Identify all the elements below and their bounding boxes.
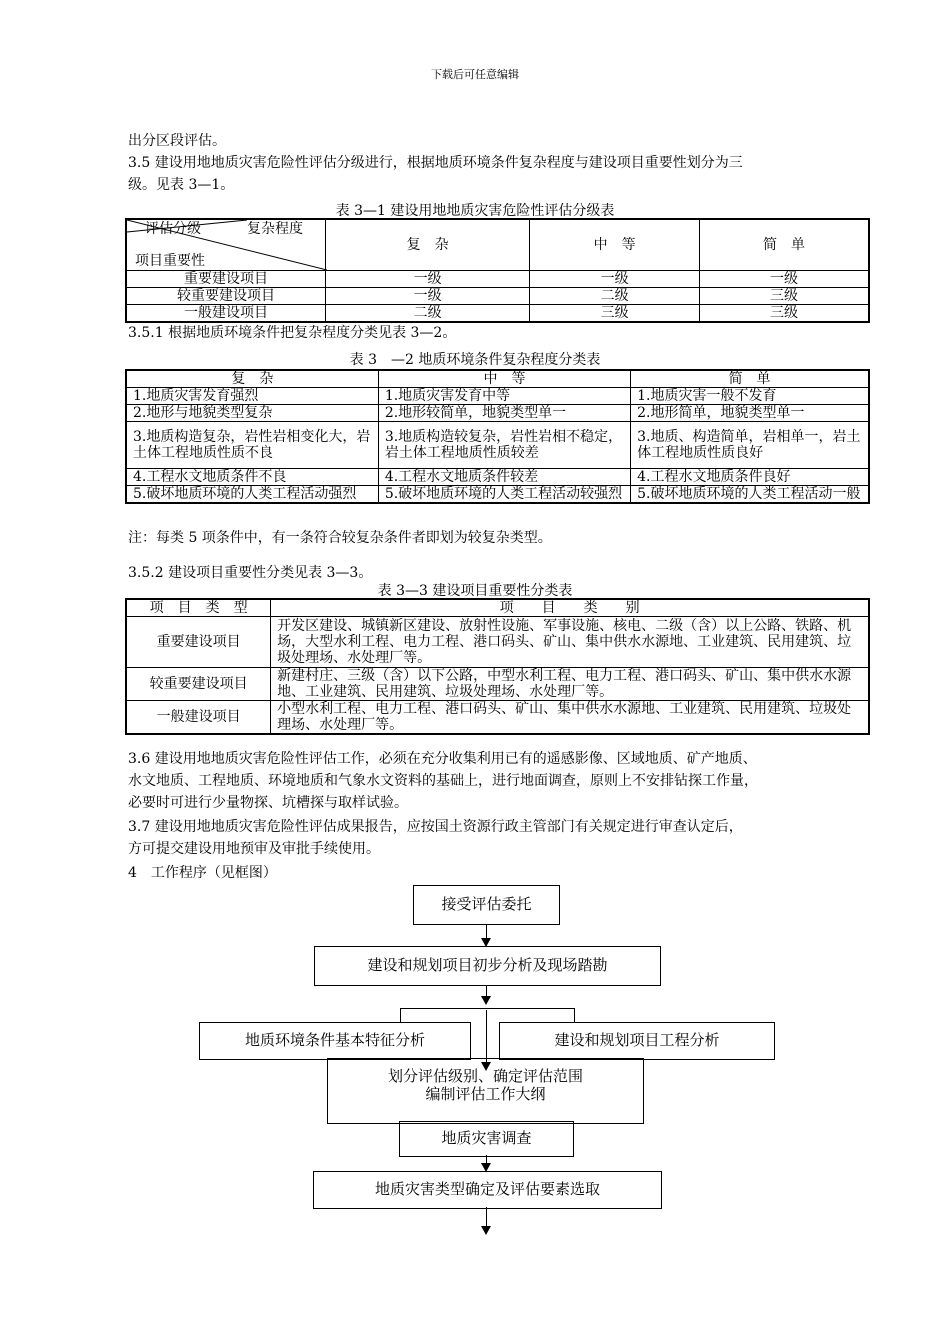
table-3-3 (125, 598, 870, 735)
column-header: 简 单 (699, 219, 869, 271)
table-cell: 2.地形与地貌类型复杂 (126, 405, 378, 422)
table-cell: 3.地质构造较复杂，岩性岩相不稳定，岩土体工程地质性质较差 (378, 422, 630, 469)
flow-step-geo-analysis: 地质环境条件基本特征分析 (199, 1022, 471, 1060)
table-cell: 2.地形较简单，地貌类型单一 (378, 405, 630, 422)
table-row (126, 617, 869, 668)
connector-line (486, 924, 487, 939)
table-row (126, 388, 869, 405)
table-cell: 4.工程水文地质条件不良 (126, 469, 378, 486)
diagonal-header-cell (126, 219, 325, 271)
table-row (126, 271, 869, 288)
table-cell: 1.地质灾害一般不发育 (631, 388, 869, 405)
paragraph: 3.6 建设用地地质灾害危险性评估工作，必须在充分收集利用已有的遥感影像、区域地质、矿产地质、 (128, 751, 757, 767)
row-header: 一般建设项目 (126, 701, 271, 735)
table-cell: 5.破坏地质环境的人类工程活动较强烈 (378, 486, 630, 504)
column-header: 项 目 类 型 (126, 599, 271, 617)
table-cell: 一级 (325, 271, 529, 288)
page-header: 下载后可任意编辑 (431, 68, 519, 81)
flow-step-hazard-type: 地质灾害类型确定及评估要素选取 (313, 1171, 662, 1209)
table-cell: 二级 (530, 288, 700, 305)
table-cell: 三级 (530, 305, 700, 323)
table2-caption: 表 3 —2 地质环境条件复杂程度分类表 (349, 352, 601, 368)
paragraph: 出分区段评估。 (128, 133, 226, 149)
column-header: 简 单 (631, 370, 869, 388)
table-3-1 (125, 218, 870, 323)
column-header: 复 杂 (325, 219, 529, 271)
table-cell: 1.地质灾害发育中等 (378, 388, 630, 405)
table-row (126, 422, 869, 469)
paragraph: 3.7 建设用地地质灾害危险性评估成果报告，应按国土资源行政主管部门有关规定进行审查认定后， (128, 819, 743, 835)
table-cell: 一级 (699, 271, 869, 288)
flow-step-text: 划分评估级别、确定评估范围 (387, 1067, 583, 1085)
corner-label: 项目重要性 (135, 253, 205, 269)
paragraph: 3.5.1 根据地质环境条件把复杂程度分类见表 3—2。 (128, 325, 457, 341)
paragraph: 3.5.2 建设项目重要性分类见表 3—3。 (128, 565, 373, 581)
paragraph: 3.5 建设用地地质灾害危险性评估分级进行，根据地质环境条件复杂程度与建设项目重要性划分为三 (128, 155, 743, 171)
table-cell: 一级 (325, 288, 529, 305)
connector-line (400, 1008, 401, 1022)
paragraph: 必要时可进行少量物探、坑槽探与取样试验。 (128, 795, 408, 811)
flow-step-text: 编制评估工作大纲 (425, 1085, 546, 1103)
flow-step-initial-analysis: 建设和规划项目初步分析及现场踏勘 (314, 946, 661, 986)
table-row (126, 486, 869, 504)
table-cell: 小型水利工程、电力工程、港口码头、矿山、集中供水水源地、工业建筑、民用建筑、垃圾处理场、水处理厂等。 (271, 701, 869, 735)
row-header: 较重要建设项目 (126, 668, 271, 701)
table-cell: 新建村庄、三级（含）以下公路，中型水利工程、电力工程、港口码头、矿山、集中供水水源地、工业建筑、民用建筑、垃圾处理场、水处理厂等。 (271, 668, 869, 701)
table-cell: 5.破坏地质环境的人类工程活动一般 (631, 486, 869, 504)
arrow-down-icon (481, 1226, 491, 1235)
paragraph: 水文地质、工程地质、环境地质和气象水文资料的基础上，进行地面调查，原则上不安排钻探工作量， (128, 773, 758, 789)
connector-line (574, 1008, 575, 1022)
table1-caption: 表 3—1 建设用地地质灾害危险性评估分级表 (335, 203, 615, 219)
connector-line (400, 1008, 575, 1009)
column-header: 中 等 (530, 219, 700, 271)
column-header: 复 杂 (126, 370, 378, 388)
arrow-down-icon (481, 996, 491, 1005)
table-note: 注：每类 5 项条件中，有一条符合较复杂条件者即划为较复杂类型。 (128, 530, 552, 546)
table-row (126, 701, 869, 735)
table-cell: 二级 (325, 305, 529, 323)
row-header: 较重要建设项目 (126, 288, 325, 305)
table-cell: 5.破坏地质环境的人类工程活动强烈 (126, 486, 378, 504)
table-header-row (126, 370, 869, 388)
table3-caption: 表 3—3 建设项目重要性分类表 (377, 583, 573, 599)
table-cell: 3.地质构造复杂，岩性岩相变化大，岩土体工程地质性质不良 (126, 422, 378, 469)
flow-step-grading (327, 1058, 644, 1124)
table-cell: 4.工程水文地质条件较差 (378, 469, 630, 486)
table-cell: 三级 (699, 288, 869, 305)
table-cell: 3.地质、构造简单，岩相单一，岩土体工程地质性质良好 (631, 422, 869, 469)
table-cell: 开发区建设、城镇新区建设、放射性设施、军事设施、核电、二级（含）以上公路、铁路、机场，大型水利工程、电力工程、港口码头、矿山、集中供水水源地、工业建筑、民用建筑、垃圾处理场、水处理厂等。 (271, 617, 869, 668)
table-cell: 2.地形简单，地貌类型单一 (631, 405, 869, 422)
table-3-2 (125, 369, 870, 504)
flow-step-accept: 接受评估委托 (413, 885, 560, 925)
table-row (126, 405, 869, 422)
table-row (126, 668, 869, 701)
table-row (126, 288, 869, 305)
corner-label: 复杂程度 (247, 221, 303, 237)
table-cell: 4.工程水文地质条件良好 (631, 469, 869, 486)
table-row (126, 305, 869, 323)
row-header: 重要建设项目 (126, 617, 271, 668)
paragraph: 方可提交建设用地预审及审批手续使用。 (128, 841, 380, 857)
paragraph: 级。见表 3—1。 (128, 177, 235, 193)
flow-step-survey: 地质灾害调查 (399, 1121, 574, 1157)
table-header-row (126, 599, 869, 617)
table-cell: 1.地质灾害发育强烈 (126, 388, 378, 405)
table-row (126, 469, 869, 486)
table-cell: 三级 (699, 305, 869, 323)
corner-label: 评估分级 (145, 221, 201, 237)
column-header: 中 等 (378, 370, 630, 388)
table-cell: 一级 (530, 271, 700, 288)
table-header-row (126, 219, 869, 271)
flow-step-project-analysis: 建设和规划项目工程分析 (499, 1022, 775, 1060)
column-header: 项 目 类 别 (271, 599, 869, 617)
section-heading: 4 工作程序（见框图） (128, 865, 277, 881)
row-header: 重要建设项目 (126, 271, 325, 288)
connector-line (486, 1010, 487, 1065)
row-header: 一般建设项目 (126, 305, 325, 323)
